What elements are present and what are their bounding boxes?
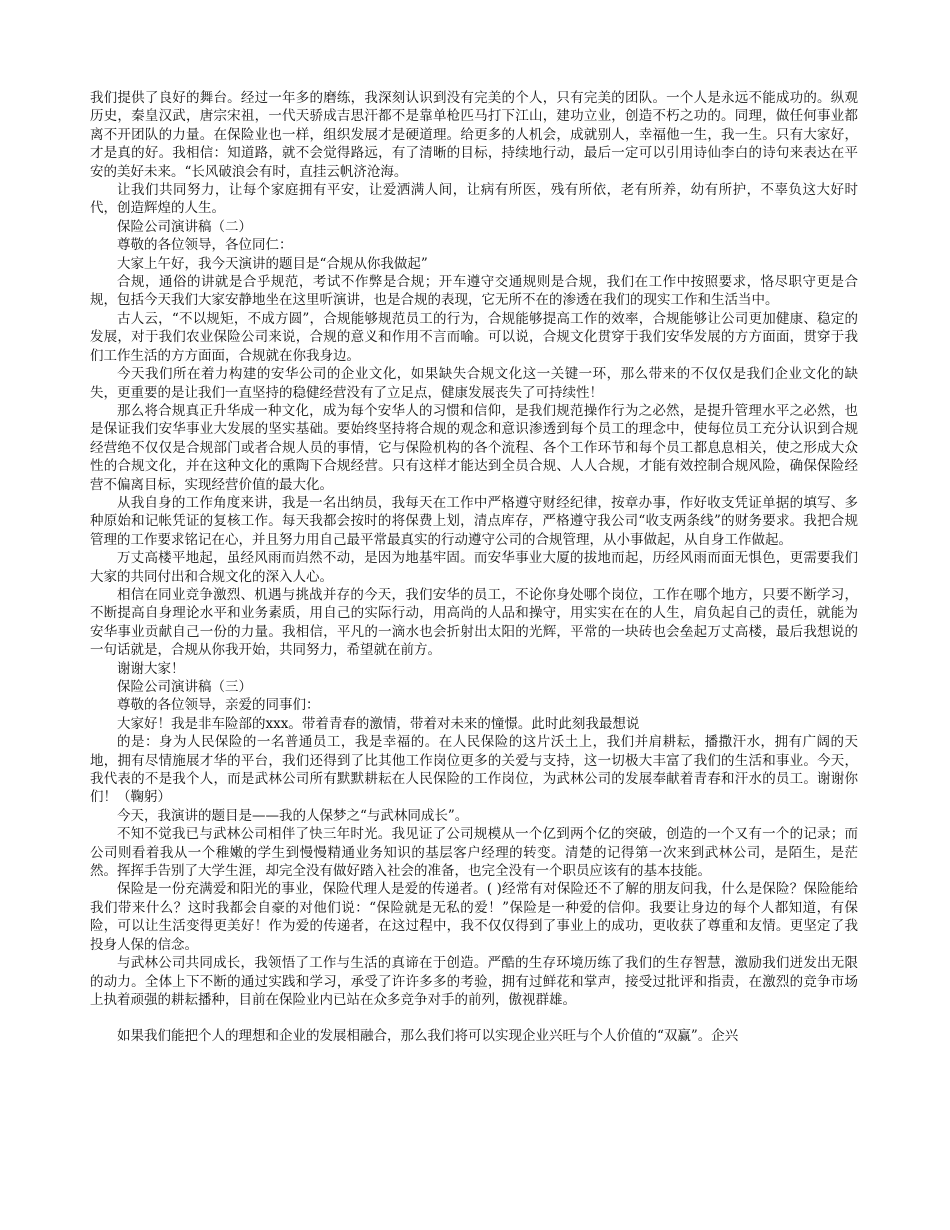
- paragraph: 那么将合规真正升华成一种文化，成为每个安华人的习惯和信仰，是我们规范操作行为之必然，是提升管理水平之必然，也是保证我们安华事业大发展的坚实基础。要始终坚持将合规的观念和意识渗透到每个员工的理念中，使每位员工充分认识到合规经营绝不仅仅是合规部门或者合规人员的事情，它与保险机构的各个流程、各个工作环节和每个员工都息息相关，使之形成大众性的合规文化，并在这种文化的熏陶下合规经营。只有这样才能达到全员合规、人人合规，才能有效控制合规风险，确保保险经营不偏离目标，实现经营价值的最大化。: [90, 402, 858, 493]
- paragraph: 合规，通俗的讲就是合乎规范，考试不作弊是合规；开车遵守交通规则是合规，我们在工作中按照要求，恪尽职守更是合规，包括今天我们大家安静地坐在这里听演讲，也是合规的表现，它无所不在的渗透在我们的现实工作和生活当中。: [90, 274, 858, 309]
- document-body: [90, 89, 858, 1046]
- paragraph: 的是：身为人民保险的一名普通员工，我是幸福的。在人民保险的这片沃土上，我们并肩耕耘，播撒汗水，拥有广阔的天地，拥有尽情施展才华的平台，我们还得到了比其他工作岗位更多的关爱与支持，这一切极大丰富了我们的生活和事业。今天，我代表的不是我个人，而是武林公司所有默默耕耘在人民保险的工作岗位，为武林公司的发展奉献着青春和汗水的员工。谢谢你们！（鞠躬）: [90, 734, 858, 806]
- paragraph: 保险是一份充满爱和阳光的事业，保险代理人是爱的传递者。( )经常有对保险还不了解的朋友问我，什么是保险？保险能给我们带来什么？这时我都会自豪的对他们说：“保险就是无私的爱！”保险是一种爱的信仰。我要让身边的每个人都知道，有保险，可以让生活变得更美好！作为爱的传递者，在这过程中，我不仅仅得到了事业上的成功，更收获了尊重和友情。更坚定了我投身人保的信念。: [90, 881, 858, 953]
- paragraph: 我们提供了良好的舞台。经过一年多的磨练，我深刻认识到没有完美的个人，只有完美的团队。一个人是永远不能成功的。纵观历史，秦皇汉武，唐宗宋祖，一代天骄成吉思汗都不是靠单枪匹马打下江山，建功立业，创造不朽之功的。同理，做任何事业都离不开团队的力量。在保险业也一样，组织发展才是硬道理。给更多的人机会，成就别人，幸福他一生，我一生。只有大家好，才是真的好。我相信：知道路，就不会觉得路远，有了清晰的目标，持续地行动，最后一定可以引用诗仙李白的诗句来表达在平安的美好未来。“长风破浪会有时，直挂云帆济沧海。: [90, 90, 858, 180]
- section-heading: 保险公司演讲稿（二）: [117, 218, 252, 235]
- closing-line: 谢谢大家！: [117, 660, 185, 677]
- paragraph: 相信在同业竞争激烈、机遇与挑战并存的今天，我们安华的员工，不论你身处哪个岗位，工作在哪个地方，只要不断学习，不断提高自身理论水平和业务素质，用自己的实际行动，用高尚的人品和操守，用实实在在的人生，肩负起自己的责任，就能为安华事业贡献自己一份的力量。我相信，平凡的一滴水也会折射出太阳的光辉，平常的一块砖也会垒起万丈高楼，最后我想说的一句话就是，合规从你我开始，共同努力，希望就在前方。: [90, 586, 858, 659]
- paragraph: 今天，我演讲的题目是——我的人保梦之“与武林同成长”。: [117, 807, 469, 824]
- paragraph: 大家上午好，我今天演讲的题目是“合规从你我做起”: [117, 255, 428, 272]
- salutation: 尊敬的各位领导，亲爱的同事们：: [117, 697, 320, 714]
- paragraph: 万丈高楼平地起，虽经风雨而岿然不动，是因为地基牢固。而安华事业大厦的拔地而起，历经风雨而面无惧色，更需要我们大家的共同付出和合规文化的深入人心。: [90, 550, 858, 585]
- paragraph-gap: [90, 1009, 858, 1027]
- paragraph: 让我们共同努力，让每个家庭拥有平安，让爱洒满人间，让病有所医，残有所依，老有所养，幼有所护，不辜负这大好时代，创造辉煌的人生。: [90, 182, 858, 217]
- paragraph: 今天我们所在着力构建的安华公司的企业文化，如果缺失合规文化这一关键一环，那么带来的不仅仅是我们企业文化的缺失，更重要的是让我们一直坚持的稳健经营没有了立足点，健康发展丧失了可持续性！: [90, 366, 858, 401]
- paragraph: 从我自身的工作角度来讲，我是一名出纳员，我每天在工作中严格遵守财经纪律，按章办事，作好收支凭证单据的填写、多种原始和记帐凭证的复核工作。每天我都会按时的将保费上划，清点库存，严格遵守我公司“收支两条线”的财务要求。我把合规管理的工作要求铭记在心，并且努力用自己最平常最真实的行动遵守公司的合规管理，从小事做起，从自身工作做起。: [90, 494, 858, 548]
- paragraph: 与武林公司共同成长，我领悟了工作与生活的真谛在于创造。严酷的生存环境历练了我们的生存智慧，激励我们迸发出无限的动力。全体上下不断的通过实践和学习，承受了许许多多的考验，拥有过鲜花和掌声，接受过批评和指责，在激烈的竞争市场上执着顽强的耕耘播种，目前在保险业内已站在众多竞争对手的前列，傲视群雄。: [90, 955, 858, 1008]
- section-heading: 保险公司演讲稿（三）: [117, 679, 252, 695]
- salutation: 尊敬的各位领导，各位同仁：: [117, 237, 293, 254]
- paragraph: 如果我们能把个人的理想和企业的发展相融合，那么我们将可以实现企业兴旺与个人价值的“双赢”。企兴: [117, 1028, 739, 1045]
- paragraph: 大家好！我是非车险部的xxx。带着青春的激情，带着对未来的憧憬。此时此刻我最想说: [117, 715, 640, 732]
- paragraph: 古人云，“不以规矩，不成方圆”，合规能够规范员工的行为，合规能够提高工作的效率，合规能够让公司更加健康、稳定的发展，对于我们农业保险公司来说，合规的意义和作用不言而喻。可以说，合规文化贯穿于我们安华发展的方方面面，贯穿于我们工作生活的方方面面，合规就在你我身边。: [90, 310, 858, 364]
- paragraph: 不知不觉我已与武林公司相伴了快三年时光。我见证了公司规模从一个亿到两个亿的突破，创造的一个又有一个的记录；而公司则看着我从一个稚嫩的学生到慢慢精通业务知识的基层客户经理的转变。清楚的记得第一次来到武林公司，是陌生，是茫然。挥挥手告别了大学生涯，却完全没有做好踏入社会的准备，也完全没有一个职员应该有的基本技能。: [90, 826, 858, 880]
